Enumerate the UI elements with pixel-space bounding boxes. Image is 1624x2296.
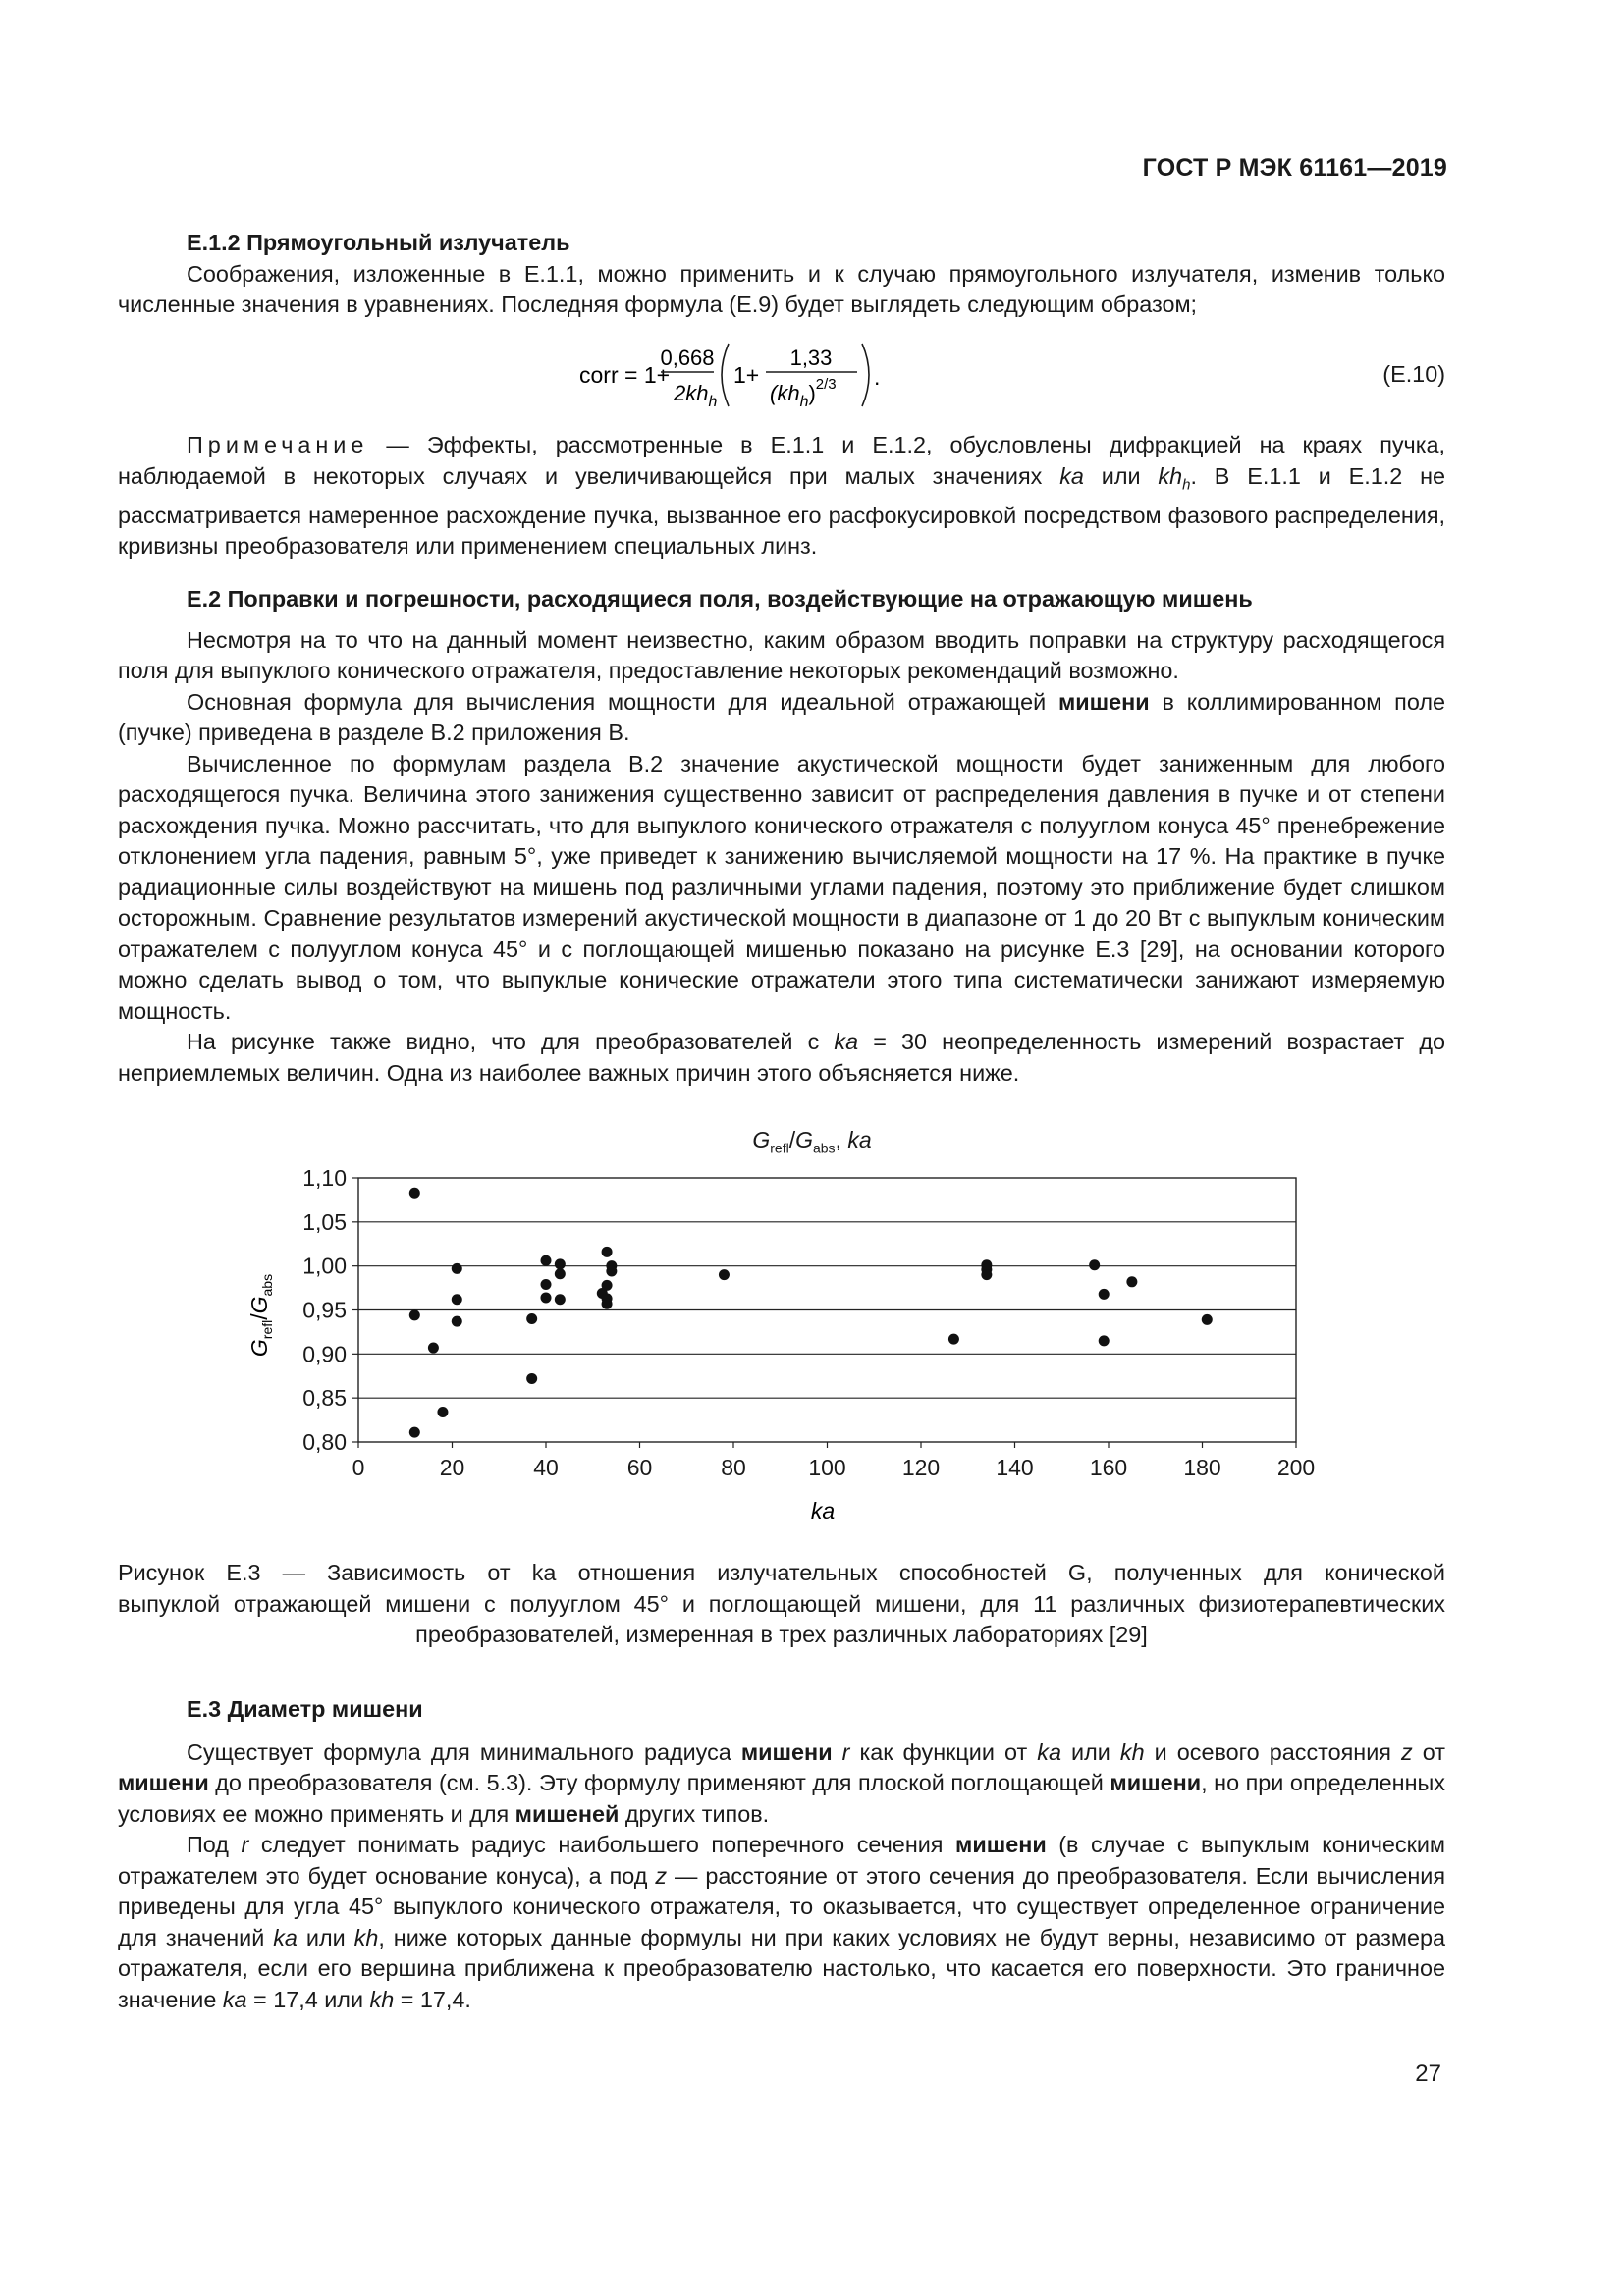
data-point xyxy=(1202,1314,1213,1325)
data-point xyxy=(428,1343,439,1354)
data-point xyxy=(409,1427,420,1438)
x-tick-label: 180 xyxy=(1183,1455,1221,1480)
section-e3 xyxy=(118,1694,1445,2015)
data-point xyxy=(526,1313,537,1324)
data-point xyxy=(555,1294,566,1305)
y-tick-label: 0,90 xyxy=(302,1341,347,1367)
x-tick-label: 0 xyxy=(352,1455,365,1480)
data-point xyxy=(1089,1259,1100,1270)
paragraph: Под r следует понимать радиус наибольшего поперечного сечения мишени (в случае с выпуклым коническим отражателем это будет основание конуса), а под z — расстояние от этого сечения до преобразователя. Если вычисления приведены для угла 45° выпуклого конического отражателя, то оказывается, что существует определенное ограничение для значений ka или kh, ниже которых данные формулы ни при каких условиях не будут верны, независимо от размера отражателя, если его вершина приближена к преобразователю настолько, что касается его поверхности. Это граничное значение ka = 17,4 или kh = 17,4. xyxy=(118,1832,1446,2012)
data-point xyxy=(719,1269,730,1280)
formula-numerator: 0,668 xyxy=(660,346,715,370)
x-tick-label: 40 xyxy=(533,1455,559,1480)
standard-header: ГОСТ Р МЭК 61161—2019 xyxy=(1142,154,1447,182)
paragraph: На рисунке также видно, что для преобразователей с ka = 30 неопределенность измерений возрастает до неприемлемых величин. Одна из наиболее важных причин этого объясняется ниже. xyxy=(118,1029,1445,1086)
note-paragraph: Примечание — Эффекты, рассмотренные в Е.1.1 и Е.1.2, обусловлены дифракцией на краях пучка, наблюдаемой в некоторых случаях и увеличивающейся при малых значениях ka или $kh_h$. В Е.1.1 и Е.1.2 не рассматривается намеренное расхождение пучка, вызванное его расфокусировкой посредством фазового распределения, кривизны преобразователя или применением специальных линз. xyxy=(118,432,1445,560)
paragraph: Существует формула для минимального радиуса мишени r как функции от ka или kh и осевого расстояния z от мишени до преобразователя (см. 5.3). Эту формулу применяют для плоской поглощающей мишени, но при определенных условиях ее можно применять и для мишеней других типов. xyxy=(118,1738,1445,1827)
note-label: Примечание xyxy=(187,432,369,457)
formula-inner: 1+ xyxy=(733,362,760,388)
data-point xyxy=(1126,1276,1137,1287)
formula-lhs: corr = 1+ xyxy=(579,362,671,388)
y-tick-label: 1,00 xyxy=(302,1253,347,1279)
y-tick-label: 1,10 xyxy=(302,1165,347,1191)
equation-number: (Е.10) xyxy=(1382,361,1445,387)
x-tick-label: 160 xyxy=(1089,1455,1128,1480)
x-tick-label: 20 xyxy=(439,1455,465,1480)
y-tick-label: 1,05 xyxy=(302,1208,347,1235)
formula-denominator-2: $(kh_h)^{2/3}$ xyxy=(770,376,837,410)
data-point xyxy=(452,1263,462,1274)
x-tick-label: 120 xyxy=(901,1455,941,1480)
paragraph: Вычисленное по формулам раздела В.2 значение акустической мощности будет заниженным для любого расходящегося пучка. Величина этого занижения существенно зависит от распределения давления в пучке и от степени расхождения пучка. Можно рассчитать, что для выпуклого конического отражателя с полууглом конуса 45° пренебрежение отклонением угла падения, равным 5°, уже приведет к занижению вычисляемой мощности на 17 %. На практике в пучке радиационные силы воздействуют на мишень под различными углами падения, поэтому это приближение будет слишком осторожным. Сравнение результатов измерений акустической мощности в диапазоне от 1 до 20 Вт с выпуклым коническим отражателем с полууглом конуса 45° и с поглощающей мишенью показано на рисунке Е.3 [29], на основании которого можно сделать вывод о том, что выпуклые конические отражатели этого типа систематически занижают измеряемую мощность. xyxy=(118,750,1445,1024)
x-tick-label: 60 xyxy=(626,1455,653,1480)
data-point xyxy=(555,1268,566,1279)
data-point xyxy=(452,1294,462,1305)
paragraph: Соображения, изложенные в Е.1.1, можно применить и к случаю прямоугольного излучателя, изменив только численные значения в уравнениях. Последняя формула (Е.9) будет выглядеть следующим образом; xyxy=(118,260,1445,317)
data-point xyxy=(1099,1289,1110,1300)
data-point xyxy=(409,1309,420,1320)
data-point xyxy=(602,1280,613,1291)
data-point xyxy=(606,1266,617,1277)
section-heading-e3: Е.3 Диаметр мишени xyxy=(187,1696,423,1722)
y-tick-label: 0,85 xyxy=(302,1385,347,1412)
data-point xyxy=(1099,1335,1110,1346)
paragraph: Основная формула для вычисления мощности для идеальной отражающей мишени в коллимированном поле (пучке) приведена в разделе В.2 приложения В. xyxy=(118,688,1445,745)
figure-caption xyxy=(118,1558,1445,1651)
x-tick-label: 100 xyxy=(808,1455,846,1480)
formula-end: . xyxy=(874,364,881,390)
formula-numerator-2: 1,33 xyxy=(789,346,833,370)
data-point xyxy=(526,1373,537,1384)
data-point xyxy=(541,1279,552,1290)
x-tick-label: 200 xyxy=(1276,1455,1316,1480)
data-point xyxy=(602,1299,613,1309)
y-tick-label: 0,80 xyxy=(302,1429,347,1455)
x-tick-label: 140 xyxy=(996,1455,1034,1480)
caption-line: Рисунок Е.3 — Зависимость от ka отношения излучательных способностей G, полученных для конической xyxy=(118,1560,1445,1585)
data-point xyxy=(409,1188,420,1199)
caption-line: преобразователей, измеренная в трех различных лабораториях [29] xyxy=(415,1622,1148,1647)
page-number: 27 xyxy=(1415,2060,1441,2087)
paragraph: Несмотря на то что на данный момент неизвестно, каким образом вводить поправки на структуру расходящегося поля для выпуклого конического отражателя, предоставление некоторых рекомендаций возможно. xyxy=(118,626,1445,683)
data-point xyxy=(555,1258,566,1269)
data-point xyxy=(541,1255,552,1266)
formula-denominator: $2kh_h$ xyxy=(674,381,718,410)
data-point xyxy=(948,1334,959,1345)
section-heading-e2: Е.2 Поправки и погрешности, расходящиеся поля, воздействующие на отражающую мишень xyxy=(187,586,1253,612)
data-point xyxy=(981,1269,992,1280)
data-point xyxy=(541,1292,552,1303)
x-tick-label: 80 xyxy=(721,1455,746,1480)
x-axis-label: ka xyxy=(810,1498,836,1523)
data-point xyxy=(452,1316,462,1327)
data-point xyxy=(602,1247,613,1257)
section-heading-e12: Е.1.2 Прямоугольный излучатель xyxy=(187,230,570,255)
y-tick-label: 0,95 xyxy=(302,1297,347,1323)
caption-line: выпуклой отражающей мишени с полууглом 45° и поглощающей мишени, для 11 различных физиотерапевтических xyxy=(118,1590,1445,1617)
figure-title: $G_{refl}/G_{abs}$, ka xyxy=(752,1127,872,1156)
data-point xyxy=(437,1407,448,1417)
y-axis-label: $G_{refl}/G_{abs}$ xyxy=(246,1273,275,1358)
